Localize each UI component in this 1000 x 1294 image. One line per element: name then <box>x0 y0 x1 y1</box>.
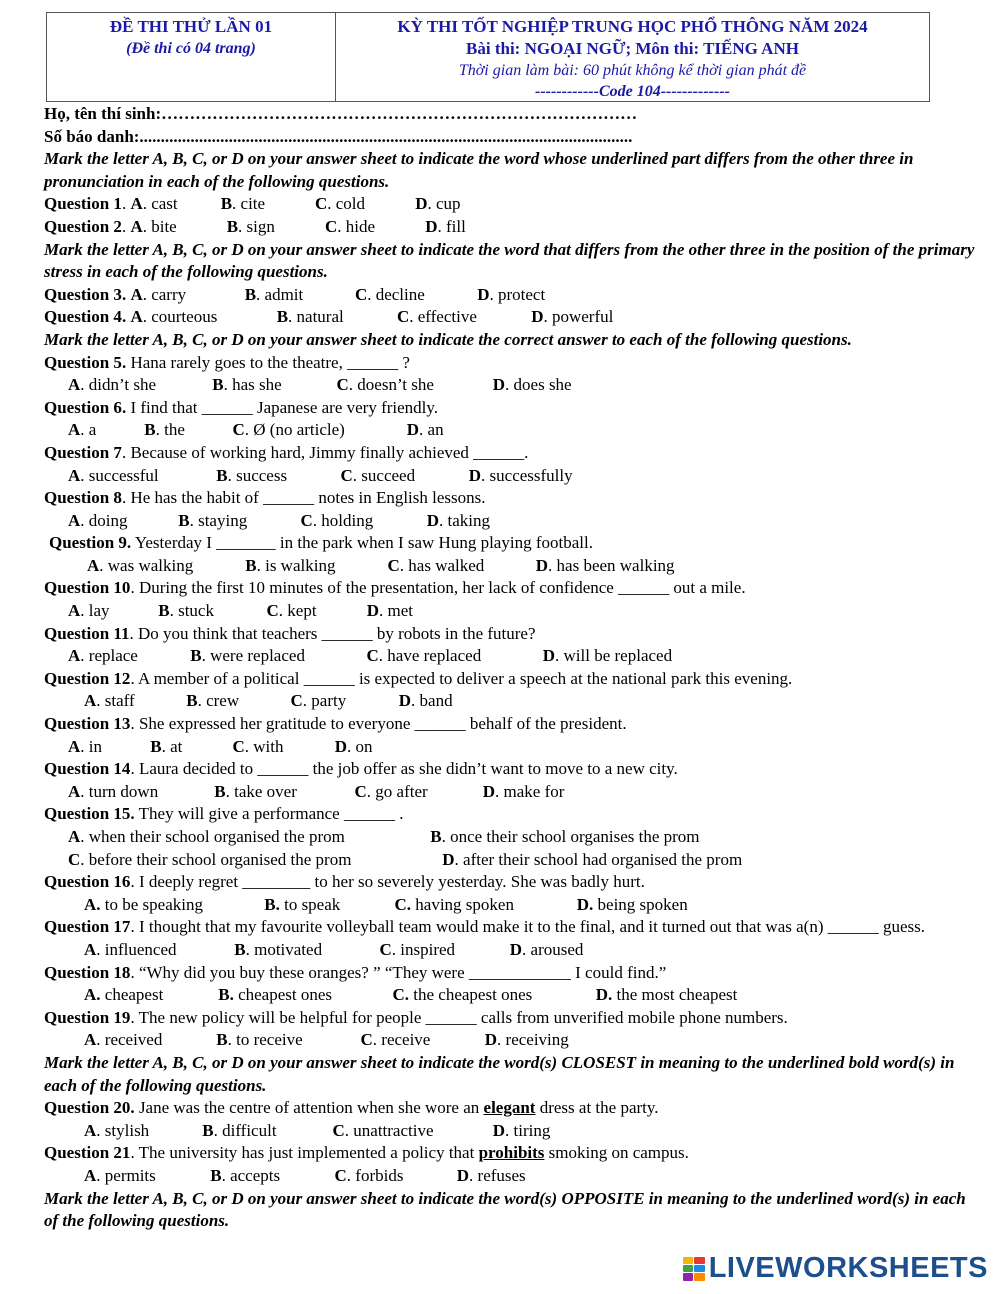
option-d[interactable]: D. refuses <box>456 1165 526 1185</box>
instruction-pronunciation: Mark the letter A, B, C, or D on your answer sheet to indicate the word whose underlined part differs from the other three in pronunciation in each of the following questions. <box>44 149 914 191</box>
option-d[interactable]: D. cup <box>415 194 461 214</box>
option-a[interactable]: A. carry <box>130 284 187 304</box>
question-stem: I deeply regret ________ to her so severely yesterday. She was badly hurt. <box>138 872 645 892</box>
option-c[interactable]: C. Ø (no article) <box>232 420 345 440</box>
question-label: Question 17 <box>44 917 131 937</box>
option-d[interactable]: D. successfully <box>468 465 573 485</box>
option-d[interactable]: D. taking <box>426 510 491 530</box>
option-a[interactable]: A. lay <box>68 601 110 621</box>
question-stem: Do you think that teachers ______ by robots in the future? <box>138 623 536 643</box>
option-d[interactable]: D. being spoken <box>576 894 688 914</box>
option-b[interactable]: B. cheapest ones <box>218 985 333 1005</box>
option-c[interactable]: C. decline <box>354 284 425 304</box>
question-label: Question 14 <box>44 759 131 779</box>
option-d[interactable]: D. protect <box>477 284 546 304</box>
question-9-options <box>44 555 984 578</box>
question-16-options <box>44 894 984 917</box>
exam-header <box>46 12 930 102</box>
exam-content <box>44 103 984 1233</box>
option-d[interactable]: D. has been walking <box>535 555 675 575</box>
option-a[interactable]: A. to be speaking <box>84 894 203 914</box>
keyword: prohibits <box>478 1143 545 1163</box>
option-c[interactable]: C. holding <box>300 510 374 530</box>
question-stem: I find that ______ Japanese are very friendly. <box>130 397 439 417</box>
option-b[interactable]: B. admit <box>244 284 304 304</box>
option-c[interactable]: C. inspired <box>379 939 456 959</box>
question-18-options <box>44 984 984 1007</box>
question-label: Question 16 <box>44 872 131 892</box>
question-20-options <box>44 1120 984 1143</box>
question-5: Question 5. Hana rarely goes to the theatre, ______ ? <box>44 352 410 372</box>
option-d[interactable]: D. does she <box>492 375 572 395</box>
option-c[interactable]: C. receive <box>360 1030 431 1050</box>
option-a[interactable]: A. in <box>68 736 103 756</box>
option-d[interactable]: D. make for <box>482 781 565 801</box>
option-a[interactable]: A. influenced <box>84 939 177 959</box>
question-label: Question 1 <box>44 194 122 214</box>
question-14-options <box>44 781 984 804</box>
question-14: Question 14. Laura decided to ______ the job offer as she didn’t want to move to a new city. <box>44 759 678 779</box>
subject-line: Bài thi: NGOẠI NGỮ; Môn thi: TIẾNG ANH <box>466 39 799 58</box>
question-label: Question 4 <box>44 307 122 327</box>
option-c[interactable]: C. go after <box>354 781 428 801</box>
question-4: Question 4. A. courteous B. natural C. effective D. powerful <box>44 306 984 329</box>
question-label: Question 11 <box>44 623 130 643</box>
option-d[interactable]: D. receiving <box>484 1030 569 1050</box>
question-label: Question 8 <box>44 488 122 508</box>
option-d[interactable]: D. will be replaced <box>542 646 673 666</box>
question-stem: They will give a performance ______ . <box>138 804 404 824</box>
question-label: Question 15. <box>44 804 135 824</box>
option-a[interactable]: A. received <box>84 1030 163 1050</box>
question-label: Question 7 <box>44 442 122 462</box>
trial-title: ĐỀ THI THỬ LẦN 01 <box>109 17 273 36</box>
option-a[interactable]: A. doing <box>68 510 128 530</box>
question-stem-before: Jane was the centre of attention when she wore an <box>138 1098 480 1118</box>
option-b[interactable]: B. has she <box>212 375 282 395</box>
option-b[interactable]: B. to receive <box>216 1030 303 1050</box>
option-b[interactable]: B. crew <box>186 691 240 711</box>
question-stem: Laura decided to ______ the job offer as she didn’t want to move to a new city. <box>138 759 678 779</box>
option-a[interactable]: A. cheapest <box>84 985 164 1005</box>
option-c[interactable]: C. the cheapest ones <box>392 985 533 1005</box>
option-c[interactable]: C. forbids <box>334 1165 404 1185</box>
question-label: Question 6 <box>44 397 122 417</box>
option-d[interactable]: D. met <box>366 601 414 621</box>
option-a[interactable]: A. staff <box>84 691 135 711</box>
option-d[interactable]: D. the most cheapest <box>595 985 738 1005</box>
question-6-options <box>44 419 984 442</box>
question-label: Question 20. <box>44 1098 135 1118</box>
question-10-options <box>44 600 984 623</box>
instruction-opposite: Mark the letter A, B, C, or D on your answer sheet to indicate the word(s) OPPOSITE in meaning to the underlined word(s) in each of the following questions. <box>44 1188 966 1231</box>
option-b[interactable]: B. sign <box>226 216 275 236</box>
option-d[interactable]: D. tiring <box>492 1120 551 1140</box>
option-a[interactable]: A. courteous <box>130 307 218 327</box>
option-c[interactable]: C. succeed <box>340 465 416 485</box>
question-19-options <box>44 1029 984 1052</box>
question-label: Question 12 <box>44 668 131 688</box>
candidate-name-field[interactable]: Họ, tên thí sinh:………………………………………………………………………… <box>44 104 638 123</box>
option-a[interactable]: A. cast <box>130 194 178 214</box>
question-stem: Yesterday I _______ in the park when I saw Hung playing football. <box>134 533 593 553</box>
instruction-correct: Mark the letter A, B, C, or D on your answer sheet to indicate the correct answer to each of the following questions. <box>44 329 852 349</box>
question-stem: “Why did you buy these oranges? ” “They were ____________ I could find.” <box>138 962 667 982</box>
question-15 <box>44 803 984 826</box>
option-c[interactable]: C. have replaced <box>366 646 482 666</box>
question-16: Question 16. I deeply regret ________ to her so severely yesterday. She was badly hurt. <box>44 872 645 892</box>
question-label: Question 13 <box>44 714 131 734</box>
question-21: Question 21. The university has just implemented a policy that prohibits smoking on campus. <box>44 1143 689 1163</box>
option-c[interactable]: C. cold <box>314 194 365 214</box>
option-b[interactable]: B. to speak <box>264 894 341 914</box>
question-7: Question 7. Because of working hard, Jimmy finally achieved ______. <box>44 442 529 462</box>
question-label: Question 18 <box>44 962 131 982</box>
option-a[interactable]: A. stylish <box>84 1120 150 1140</box>
option-b[interactable]: B. stuck <box>158 601 214 621</box>
option-a[interactable]: A. a <box>68 420 97 440</box>
option-d[interactable]: D. on <box>334 736 373 756</box>
candidate-id-field[interactable]: Số báo danh:.................................................................................................................... <box>44 126 633 146</box>
option-a[interactable]: A. was walking <box>87 555 194 575</box>
question-stem: Because of working hard, Jimmy finally achieved ______. <box>130 442 529 462</box>
question-stem: The new policy will be helpful for people ______ calls from unverified mobile phone numbers. <box>138 1007 788 1027</box>
header-left <box>47 13 336 101</box>
question-stem-before: The university has just implemented a policy that <box>138 1143 475 1163</box>
page-count: (Đề thi có 04 trang) <box>126 40 256 57</box>
question-13: Question 13. She expressed her gratitude to everyone ______ behalf of the president. <box>44 714 627 734</box>
question-20 <box>44 1097 984 1120</box>
question-15-options-row1 <box>44 826 984 849</box>
option-c[interactable]: C. with <box>232 736 284 756</box>
question-label: Question 2 <box>44 216 122 236</box>
question-label: Question 5 <box>44 352 122 372</box>
option-a[interactable]: A. permits <box>84 1165 156 1185</box>
option-b[interactable]: B. is walking <box>245 555 336 575</box>
keyword: elegant <box>483 1098 536 1118</box>
question-1: Question 1. A. cast B. cite C. cold D. cup <box>44 193 984 216</box>
logo-text: LIVEWORKSHEETS <box>708 1252 988 1284</box>
question-10: Question 10. During the first 10 minutes of the presentation, her lack of confidence ______ out a mile. <box>44 578 746 598</box>
option-d[interactable]: D. powerful <box>531 307 614 327</box>
question-17: Question 17. I thought that my favourite volleyball team would make it to the final, and it turned out that was a(n) ______ guess. <box>44 917 926 937</box>
option-d[interactable]: D. an <box>406 420 444 440</box>
option-b[interactable]: B. were replaced <box>190 646 305 666</box>
question-17-options <box>44 939 984 962</box>
question-stem: I thought that my favourite volleyball team would make it to the final, and it turned out that was a(n) ______ guess. <box>138 917 926 937</box>
option-c[interactable]: C. kept <box>266 601 317 621</box>
time-line: Thời gian làm bài: 60 phút không kể thời gian phát đề <box>458 62 807 79</box>
question-stem: She expressed her gratitude to everyone ______ behalf of the president. <box>138 714 627 734</box>
option-b[interactable]: B. take over <box>214 781 297 801</box>
option-c[interactable]: C. hide <box>324 216 375 236</box>
question-8: Question 8. He has the habit of ______ notes in English lessons. <box>44 488 486 508</box>
question-11: Question 11. Do you think that teachers ______ by robots in the future? <box>44 623 536 643</box>
option-c[interactable]: C. before their school organised the prom <box>68 849 352 869</box>
question-stem-after: dress at the party. <box>539 1098 659 1118</box>
question-7-options <box>44 465 984 488</box>
option-a[interactable]: A. didn’t she <box>68 375 156 395</box>
question-label: Question 21 <box>44 1143 131 1163</box>
option-b[interactable]: B. staying <box>178 510 248 530</box>
question-stem: He has the habit of ______ notes in English lessons. <box>130 488 486 508</box>
question-stem-after: smoking on campus. <box>548 1143 689 1163</box>
option-d[interactable]: D. band <box>398 691 453 711</box>
question-label: Question 3 <box>44 284 122 304</box>
option-b[interactable]: B. natural <box>276 307 344 327</box>
option-a[interactable]: A. replace <box>68 646 138 666</box>
code-line: ------------Code 104------------- <box>535 83 730 100</box>
question-label: Question 10 <box>44 578 131 598</box>
logo-icon <box>683 1257 705 1281</box>
option-b[interactable]: B. accepts <box>210 1165 281 1185</box>
instruction-stress: Mark the letter A, B, C, or D on your answer sheet to indicate the word that differs from the other three in the position of the primary stress in each of the following questions. <box>44 239 975 282</box>
question-12: Question 12. A member of a political ______ is expected to deliver a speech at the national park this evening. <box>44 668 793 688</box>
question-19: Question 19. The new policy will be helpful for people ______ calls from unverified mobile phone numbers. <box>44 1007 788 1027</box>
header-right <box>336 13 929 101</box>
question-18: Question 18. “Why did you buy these oranges? ” “They were ____________ I could find.” <box>44 962 667 982</box>
question-label: Question 19 <box>44 1007 131 1027</box>
question-label: Question 9. <box>49 533 132 553</box>
option-b[interactable]: B. success <box>216 465 288 485</box>
option-b[interactable]: B. motivated <box>234 939 323 959</box>
option-c[interactable]: C. has walked <box>387 555 485 575</box>
option-b[interactable]: B. at <box>150 736 183 756</box>
question-stem: During the first 10 minutes of the presentation, her lack of confidence ______ out a mile. <box>138 578 746 598</box>
option-c[interactable]: C. party <box>290 691 347 711</box>
option-c[interactable]: C. effective <box>396 307 477 327</box>
option-a[interactable]: A. turn down <box>68 781 159 801</box>
question-2: Question 2. A. bite B. sign C. hide D. fill <box>44 216 984 239</box>
option-a[interactable]: A. successful <box>68 465 159 485</box>
question-15-options-row2 <box>44 849 984 872</box>
liveworksheets-logo[interactable] <box>683 1252 988 1285</box>
question-6: Question 6. I find that ______ Japanese are very friendly. <box>44 397 439 417</box>
option-a[interactable]: A. bite <box>130 216 177 236</box>
question-13-options <box>44 736 984 759</box>
question-stem: Hana rarely goes to the theatre, ______ ? <box>130 352 410 372</box>
option-d[interactable]: D. after their school had organised the prom <box>442 849 743 869</box>
option-c[interactable]: C. having spoken <box>394 894 514 914</box>
question-5-options <box>44 374 984 397</box>
question-3: Question 3. A. carry B. admit C. decline D. protect <box>44 284 984 307</box>
option-c[interactable]: C. unattractive <box>332 1120 434 1140</box>
question-stem: A member of a political ______ is expected to deliver a speech at the national park this evening. <box>138 668 793 688</box>
question-11-options <box>44 645 984 668</box>
option-d[interactable]: D. fill <box>425 216 466 236</box>
option-a[interactable]: A. when their school organised the prom <box>68 827 345 846</box>
option-d[interactable]: D. aroused <box>509 939 584 959</box>
question-12-options <box>44 690 984 713</box>
question-21-options <box>44 1165 984 1188</box>
instruction-closest: Mark the letter A, B, C, or D on your answer sheet to indicate the word(s) CLOSEST in meaning to the underlined bold word(s) in each of the following questions. <box>44 1052 955 1095</box>
question-9 <box>44 532 984 555</box>
exam-title: KỲ THI TỐT NGHIỆP TRUNG HỌC PHỔ THÔNG NĂM 2024 <box>397 17 868 36</box>
option-b[interactable]: B. cite <box>220 194 266 214</box>
question-8-options <box>44 510 984 533</box>
option-b[interactable]: B. the <box>144 420 185 440</box>
option-c[interactable]: C. doesn’t she <box>336 375 434 395</box>
option-b[interactable]: B. once their school organises the prom <box>430 827 700 846</box>
option-b[interactable]: B. difficult <box>202 1120 277 1140</box>
